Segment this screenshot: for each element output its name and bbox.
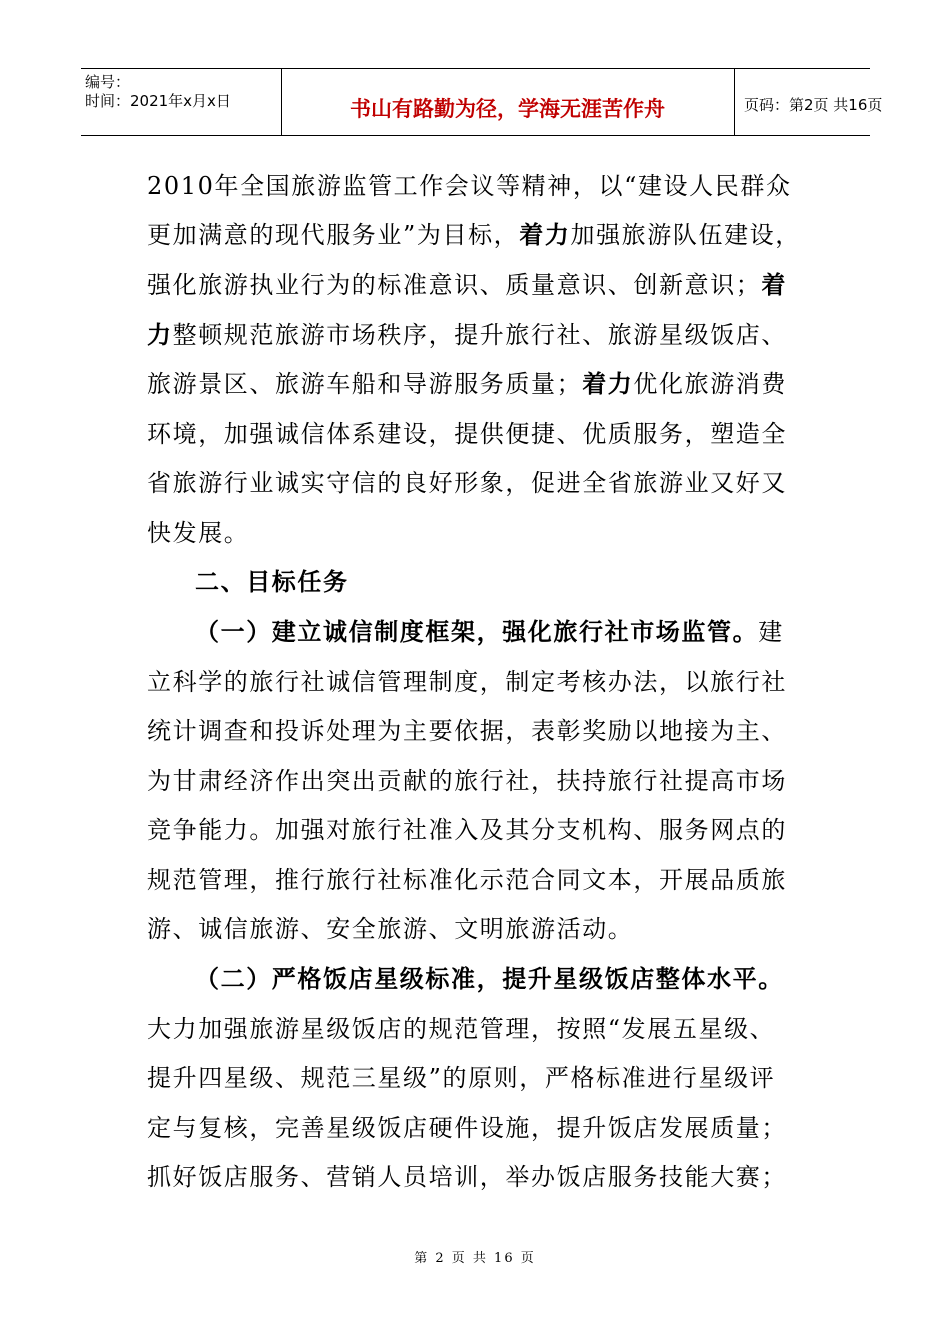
text-run: 建 [758,618,784,646]
text-run: 加强旅游队伍建设， [570,221,801,249]
paragraph-line: 立科学的旅行社诚信管理制度，制定考核办法，以旅行社 [147,668,787,696]
number-label: 编号： [85,73,131,91]
text-run: 更加满意的现代服务业”为目标， [147,221,520,249]
paragraph-line: 环境，加强诚信体系建设，提供便捷、优质服务，塑造全 [147,420,787,448]
paragraph-line: 统计调查和投诉处理为主要依据，表彰奖励以地接为主、 [147,717,787,745]
paragraph-line [147,260,787,310]
paragraph-line: 游、诚信旅游、安全旅游、文明旅游活动。 [147,915,634,943]
paragraph-line: 抓好饭店服务、营销人员培训，举办饭店服务技能大赛； [147,1163,787,1191]
document-header [81,68,883,136]
motto-text: 书山有路勤为径，学海无涯苦作舟 [350,97,665,121]
paragraph-line: 快发展。 [147,519,250,547]
paragraph-line: 省旅游行业诚实守信的良好形象，促进全省旅游业又好又 [147,469,787,497]
bold-keyword: 着 [761,271,788,299]
subsection-heading: （一）建立诚信制度框架，强化旅行社市场监管。 [195,618,759,646]
text-run: 强化旅游执业行为的标准意识、质量意识、创新意识； [147,271,762,299]
paragraph-line: 2010年全国旅游监管工作会议等精神，以“建设人民群众 [147,172,792,200]
subsection-heading: （二）严格饭店星级标准，提升星级饭店整体水平。 [195,965,784,993]
bold-keyword: 力 [147,321,173,349]
paragraph-line [147,359,787,409]
paragraph-line: 为甘肃经济作出突出贡献的旅行社，扶持旅行社提高市场 [147,767,787,795]
paragraph-line [195,607,784,657]
header-meta-cell [81,69,282,135]
paragraph-line: 定与复核，完善星级饭店硬件设施，提升饭店发展质量； [147,1114,787,1142]
bold-keyword: 着力 [519,221,571,249]
text-run: 整顿规范旅游市场秩序，提升旅行社、旅游星级饭店、 [172,321,788,349]
time-label: 时间：2021年x月x日 [85,92,231,110]
paragraph-line: 规范管理，推行旅行社标准化示范合同文本，开展品质旅 [147,866,787,894]
page-footer: 第 2 页 共 16 页 [414,1251,536,1266]
text-run: 旅游景区、旅游车船和导游服务质量； [147,370,583,398]
paragraph-line: 竞争能力。加强对旅行社准入及其分支机构、服务网点的 [147,816,787,844]
paragraph-line [147,310,787,360]
paragraph-line [147,210,801,260]
page-info: 页码：第2页 共16页 [744,96,883,114]
header-page-cell [734,69,883,135]
paragraph-line: 大力加强旅游星级饭店的规范管理，按照“发展五星级、 [147,1015,776,1043]
header-motto-cell [281,69,735,135]
section-heading: 二、目标任务 [195,568,349,596]
text-run: 优化旅游消费 [633,370,788,398]
bold-keyword: 着力 [582,370,634,398]
paragraph-line: 提升四星级、规范三星级”的原则，严格标准进行星级评 [147,1064,776,1092]
